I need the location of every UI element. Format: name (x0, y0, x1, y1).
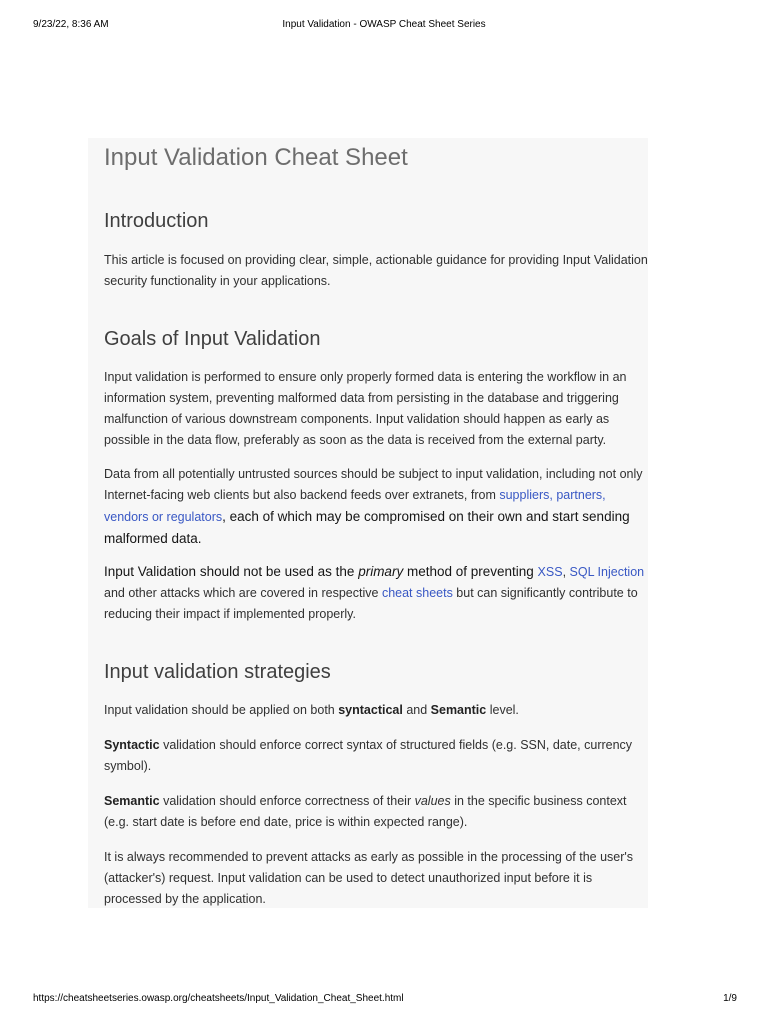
goals-p3-lead: Input Validation should not be used as the (104, 564, 359, 579)
strategies-p1-and: and (402, 703, 431, 717)
link-xss[interactable]: XSS (537, 565, 563, 579)
link-sql-injection[interactable]: SQL Injection (569, 565, 645, 579)
goals-paragraph-2 (104, 464, 648, 550)
strategies-p1-text: Input validation should be applied on both (104, 703, 339, 717)
strategies-paragraph-2 (104, 735, 648, 777)
goals-p3-end: but can significantly contribute to reducing their impact if implemented properly. (104, 586, 638, 621)
print-doc-title: Input Validation - OWASP Cheat Sheet Series (282, 19, 486, 30)
strategies-paragraph-4: It is always recommended to prevent attacks as early as possible in the processing of the user's (attacker's) request. Input validation can be used to detect unauthorized input before it is processed by the application. (104, 850, 634, 906)
goals-p2-text: Data from all potentially untrusted sources should be subject to input validation, including not only Internet-facing web clients but also backend feeds over extranets, from (104, 467, 643, 502)
term-semantic-2: Semantic (104, 794, 160, 808)
goals-p2-tail: , each of which may be compromised on their own and start sending malformed data. (104, 509, 630, 546)
print-datetime: 9/23/22, 8:36 AM (33, 19, 109, 30)
goals-p3-comma: , (562, 565, 570, 579)
goals-p3-method: method of preventing (403, 564, 538, 579)
print-url: https://cheatsheetseries.owasp.org/cheatsheets/Input_Validation_Cheat_Sheet.html (33, 993, 404, 1004)
page-title: Input Validation Cheat Sheet (104, 144, 408, 171)
term-syntactic: Syntactic (104, 738, 160, 752)
strategies-p3-text: validation should enforce correctness of their (159, 794, 415, 808)
heading-strategies: Input validation strategies (104, 661, 331, 683)
goals-p3-primary: primary (358, 564, 404, 579)
goals-paragraph-3 (104, 561, 648, 625)
article-content (88, 138, 648, 908)
goals-paragraph-1: Input validation is performed to ensure only properly formed data is entering the workflow in an information system, preventing malformed data from persisting in the database and triggering malfunction of various downstream components. Input validation should happen as early as possible in the data flow, preferably as soon as the data is received from the external party. (104, 370, 627, 447)
term-values: values (414, 794, 451, 808)
strategies-p1-end: level. (486, 703, 519, 717)
intro-paragraph: This article is focused on providing clear, simple, actionable guidance for providing Input Validation security functionality in your applications. (104, 253, 648, 288)
term-syntactical: syntactical (338, 703, 403, 717)
heading-introduction: Introduction (104, 210, 209, 232)
link-suppliers-partners[interactable]: suppliers, partners, vendors or regulators (104, 488, 606, 524)
strategies-p3-rest: in the specific business context (e.g. start date is before end date, price is within expected range). (104, 794, 627, 829)
strategies-p2-text: validation should enforce correct syntax of structured fields (e.g. SSN, date, currency symbol). (104, 738, 633, 773)
term-semantic: Semantic (430, 703, 487, 717)
strategies-paragraph-3 (104, 791, 648, 833)
heading-goals: Goals of Input Validation (104, 328, 321, 350)
goals-p3-text: and other attacks which are covered in respective (104, 586, 382, 600)
print-page-number: 1/9 (723, 993, 737, 1004)
link-cheat-sheets[interactable]: cheat sheets (381, 586, 453, 600)
strategies-paragraph-1 (104, 700, 648, 721)
